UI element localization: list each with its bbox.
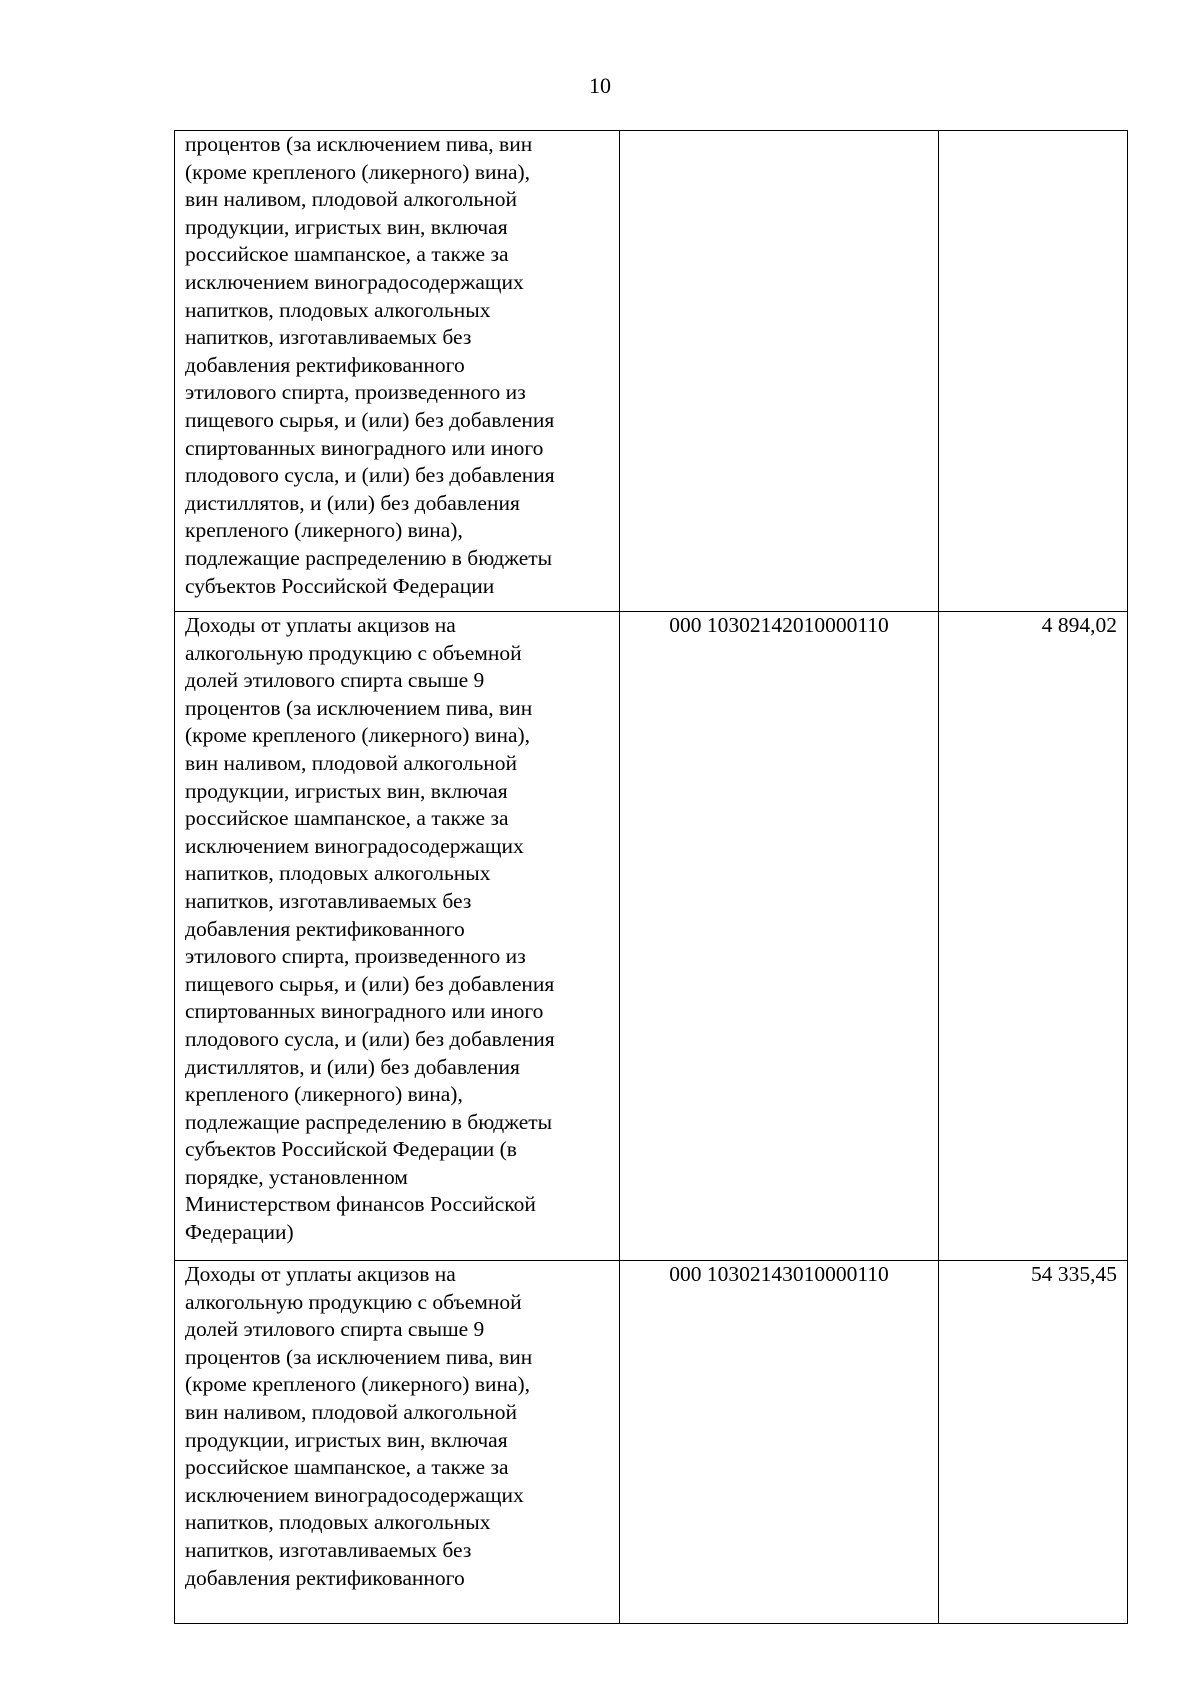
description-line: исключением виноградосодержащих — [185, 833, 524, 858]
description-line: добавления ректификованного — [185, 1565, 465, 1590]
description-line: вин наливом, плодовой алкогольной — [185, 750, 518, 775]
description-line: дистиллятов, и (или) без добавления — [185, 490, 520, 515]
description-line: добавления ректификованного — [185, 916, 465, 941]
description-line: продукции, игристых вин, включая — [185, 214, 508, 239]
description-line: продукции, игристых вин, включая — [185, 778, 508, 803]
description-line: спиртованных виноградного или иного — [185, 435, 544, 460]
description-line: пищевого сырья, и (или) без добавления — [185, 407, 555, 432]
description-line: спиртованных виноградного или иного — [185, 999, 544, 1024]
description-line: крепленого (ликерного) вина), — [185, 1082, 463, 1107]
description-line: напитков, плодовых алкогольных — [185, 1510, 491, 1535]
revenue-description-cell — [175, 1261, 620, 1624]
description-line: исключением виноградосодержащих — [185, 1482, 524, 1507]
description-line: долей этилового спирта свыше 9 — [185, 668, 485, 693]
description-line: российское шампанское, а также за — [185, 242, 509, 267]
table-row — [175, 612, 1128, 1261]
description-line: исключением виноградосодержащих — [185, 269, 524, 294]
description-line: субъектов Российской Федерации (в — [185, 1137, 517, 1162]
description-line: напитков, изготавливаемых без — [185, 1537, 472, 1562]
description-line: крепленого (ликерного) вина), — [185, 518, 463, 543]
revenue-description-cell — [175, 131, 620, 612]
description-line: плодового сусла, и (или) без добавления — [185, 463, 555, 488]
description-line: порядке, установленном — [185, 1164, 408, 1189]
budget-code-cell — [620, 131, 939, 612]
description-line: субъектов Российской Федерации — [185, 573, 495, 598]
description-line: добавления ректификованного — [185, 352, 465, 377]
description-line: алкогольную продукцию с объемной — [185, 640, 522, 665]
description-line: продукции, игристых вин, включая — [185, 1427, 508, 1452]
amount-cell — [939, 131, 1128, 612]
table-row — [175, 1261, 1128, 1624]
page-number: 10 — [589, 73, 611, 98]
description-line: алкогольную продукцию с объемной — [185, 1289, 522, 1314]
description-line: процентов (за исключением пива, вин — [185, 132, 533, 156]
description-line: вин наливом, плодовой алкогольной — [185, 1399, 518, 1424]
description-line: (кроме крепленого (ликерного) вина), — [185, 723, 531, 748]
description-line: российское шампанское, а также за — [185, 806, 509, 831]
description-line: долей этилового спирта свыше 9 — [185, 1317, 485, 1342]
description-line: напитков, изготавливаемых без — [185, 888, 472, 913]
description-line: подлежащие распределению в бюджеты — [185, 1109, 553, 1134]
description-line: этилового спирта, произведенного из — [185, 944, 526, 969]
description-line: пищевого сырья, и (или) без добавления — [185, 971, 555, 996]
description-line: подлежащие распределению в бюджеты — [185, 545, 553, 570]
description-line: (кроме крепленого (ликерного) вина), — [185, 159, 531, 184]
description-line: напитков, изготавливаемых без — [185, 325, 472, 350]
description-line: этилового спирта, произведенного из — [185, 380, 526, 405]
description-line: российское шампанское, а также за — [185, 1455, 509, 1480]
budget-code-cell: 000 10302142010000110 — [620, 612, 939, 1261]
description-line: напитков, плодовых алкогольных — [185, 861, 491, 886]
description-line: плодового сусла, и (или) без добавления — [185, 1026, 555, 1051]
description-line: (кроме крепленого (ликерного) вина), — [185, 1372, 531, 1397]
revenue-table — [174, 130, 1128, 1624]
table-row — [175, 131, 1128, 612]
description-line: Федерации) — [185, 1220, 294, 1245]
amount-cell: 54 335,45 — [939, 1261, 1128, 1624]
amount-cell: 4 894,02 — [939, 612, 1128, 1261]
budget-code-cell: 000 10302143010000110 — [620, 1261, 939, 1624]
description-line: процентов (за исключением пива, вин — [185, 1344, 533, 1369]
description-line: Министерством финансов Российской — [185, 1192, 536, 1217]
description-line: напитков, плодовых алкогольных — [185, 297, 491, 322]
description-line: процентов (за исключением пива, вин — [185, 695, 533, 720]
description-line: дистиллятов, и (или) без добавления — [185, 1054, 520, 1079]
description-line: вин наливом, плодовой алкогольной — [185, 187, 518, 212]
revenue-description-cell — [175, 612, 620, 1261]
description-line: Доходы от уплаты акцизов на — [185, 1262, 456, 1286]
description-line: Доходы от уплаты акцизов на — [185, 613, 456, 637]
